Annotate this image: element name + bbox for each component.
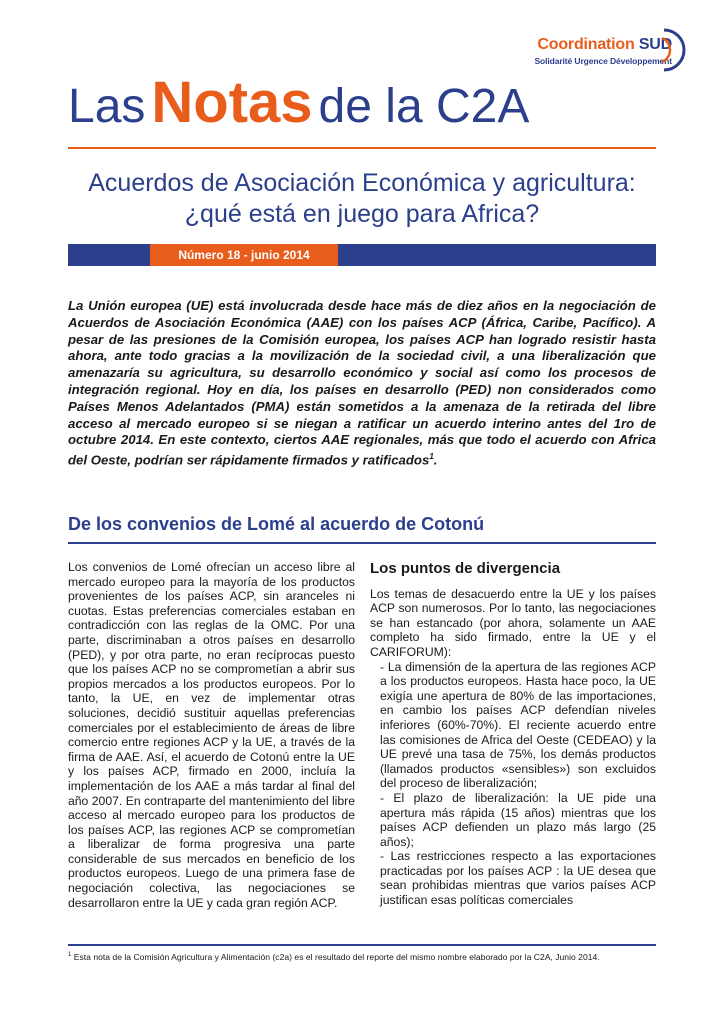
masthead-de: de la C2A [318, 80, 530, 133]
right-column-intro: Los temas de desacuerdo entre la UE y los países ACP son numerosos. Por lo tanto, las negociaciones se han estancado (por ahora, solamente un AAE completo ha sido firmado, entre la UE y el CARIFORUM): [370, 586, 656, 659]
logo-name: Coordination SUD [537, 36, 672, 53]
footnote: $^1$ Esta nota de la Comisión Agricultura y Alimentación (c2a) es el resultado del reporte del mismo nombre elaborado por la C2A, Junio 2014. [68, 951, 600, 962]
section-title: De los convenios de Lomé al acuerdo de Cotonú [68, 514, 485, 534]
issue-number: Número 18 - junio 2014 [150, 244, 338, 266]
masthead-notas: Notas [151, 70, 313, 135]
list-item: - La dimensión de la apertura de las regiones ACP a los productos europeos. Hasta hace poco, la UE exigía une apertura de 80% de las importaciones, en cambio los países ACP defendían niveles inferiores (60%-70%). El reciente acuerdo entre las comisiones de Africa del Oeste (CEDEAO) y la UE prevé una tasa de 75%, los demás productos (llamados productos «sensibles») son excluidos del proceso de liberalización; [380, 659, 656, 791]
list-item: - El plazo de liberalización: la UE pide una apertura más rápida (15 años) mientras que los países ACP defienden un plazo más largo (25 años); [380, 790, 656, 849]
logo-tagline: Solidarité Urgence Développement [534, 56, 672, 66]
masthead [68, 70, 530, 135]
list-item: - Las restricciones respecto a las exportaciones practicadas por los países ACP : la UE desea que sean prohibidas mientras que varios países ACP justifican esas políticas comerciales [380, 849, 656, 908]
section-divider [68, 542, 656, 544]
document-subtitle: Acuerdos de Asociación Económica y agricultura: ¿qué está en juego para Africa? [88, 169, 636, 228]
intro-paragraph: La Unión europea (UE) está involucrada desde hace más de diez años en la negociación de Acuerdos de Asociación Económica (AAE) con los países ACP (África, Caribe, Pacífico). A pesar de las presiones de la Comisión europea, los países ACP han logrado resistir hasta ahora, ante todo gracias a la movilización de la sociedad civil, a una liberalización que amenazaría su agricultura, su desarrollo económico y social así como los procesos de integración regional. Hoy en día, los países en desarrollo (PED) non considerados como Países Menos Adelantados (PMA) están sometidos a la amenaza de la retirada del libre acceso al mercado europeo si se niegan a ratificar un acuerdo interino antes del 1ro de octubre 2014. En este contexto, ciertos AAE regionales, más que todo el acuerdo con Africa del Oeste, podrían ser rápidamente firmados y ratificados$^1$. [68, 298, 656, 468]
divergence-list [370, 660, 656, 908]
logo [534, 36, 672, 66]
logo-arc-icon [660, 28, 686, 72]
right-column [370, 562, 656, 908]
masthead-las: Las [68, 80, 146, 133]
masthead-divider [68, 147, 656, 149]
right-column-heading: Los puntos de divergencia [370, 560, 561, 577]
footnote-divider [68, 944, 656, 946]
left-column-text: Los convenios de Lomé ofrecían un acceso libre al mercado europeo para la mayoría de los productos provenientes de los países ACP, sin aranceles ni cuotas. Estas preferencias comerciales estaban en contradicción con las reglas de la OMC. Por una parte, discriminaban a otros países en desarrollo (PED), y por otra parte, no eran recíprocas puesto que los países ACP no se comprometían a abrir sus propios mercados a los productos europeos. Por lo tanto, la UE, en vez de implementar otras soluciones, decidió sustituir aquellas preferencias comerciales por el establecimiento de áreas de libre comercio entre regiones ACP y la UE, a través de la firma de AAE. Así, el acuerdo de Cotonú entre la UE y los países ACP, firmado en 2000, incluía la implementación de los AAE a más tardar al final del año 2007. En contraparte del mantenimiento del libre acceso al mercado europeo para los productos de los países ACP, las regiones ACP se comprometían a liberalizar de forma progresiva una parte considerable de sus mercados en beneficio de los productos europeos. Luego de una primera fase de negociación colectiva, las negociaciones se desarrollaron entre la UE y cada gran región ACP. [68, 560, 355, 910]
footnote-ref: 1 [429, 452, 434, 462]
